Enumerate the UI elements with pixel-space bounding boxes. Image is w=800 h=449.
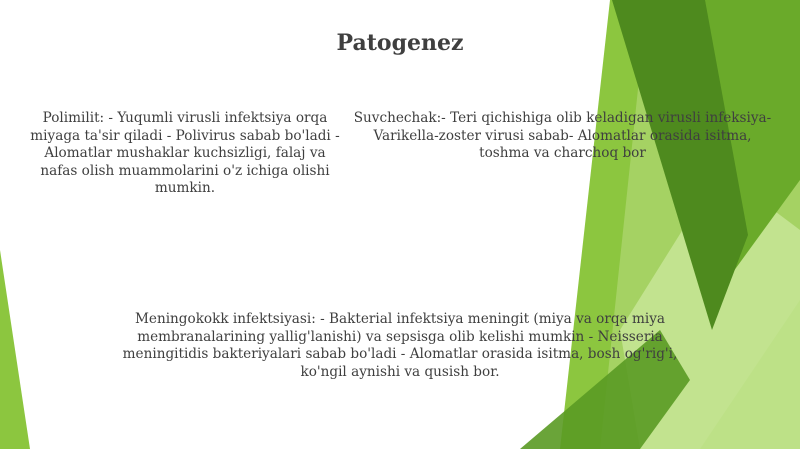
polimilit-text-block: Polimilit: - Yuqumli virusli infektsiya orqa miyaga ta'sir qiladi - Polivirus sabab bo'ladi - Alomatlar mushaklar kuchsizligi, falaj va nafas olish muammolarini o'z ichiga olishi mumkin.: [30, 110, 340, 196]
suvchechak-text-block: Suvchechak:- Teri qichishiga olib keladigan virusli infeksiya- Varikella-zoster virusi sabab- Alomatlar orasida isitma, toshma va charchoq bor: [353, 110, 772, 161]
left-green-sliver: [0, 250, 30, 449]
slide-title: Patogenez: [336, 30, 464, 56]
meningokokk-text-block: Meningokokk infektsiyasi: - Bakterial infektsiya meningit (miya va orqa miya membranalarining yallig'lanishi) va sepsisga olib kelishi mumkin - Neisseria meningitidis bakteriyalari sabab bo'ladi - Alomatlar orasida isitma, bosh og'rig'i, ko'ngil aynishi va qusish bor.: [122, 311, 678, 380]
